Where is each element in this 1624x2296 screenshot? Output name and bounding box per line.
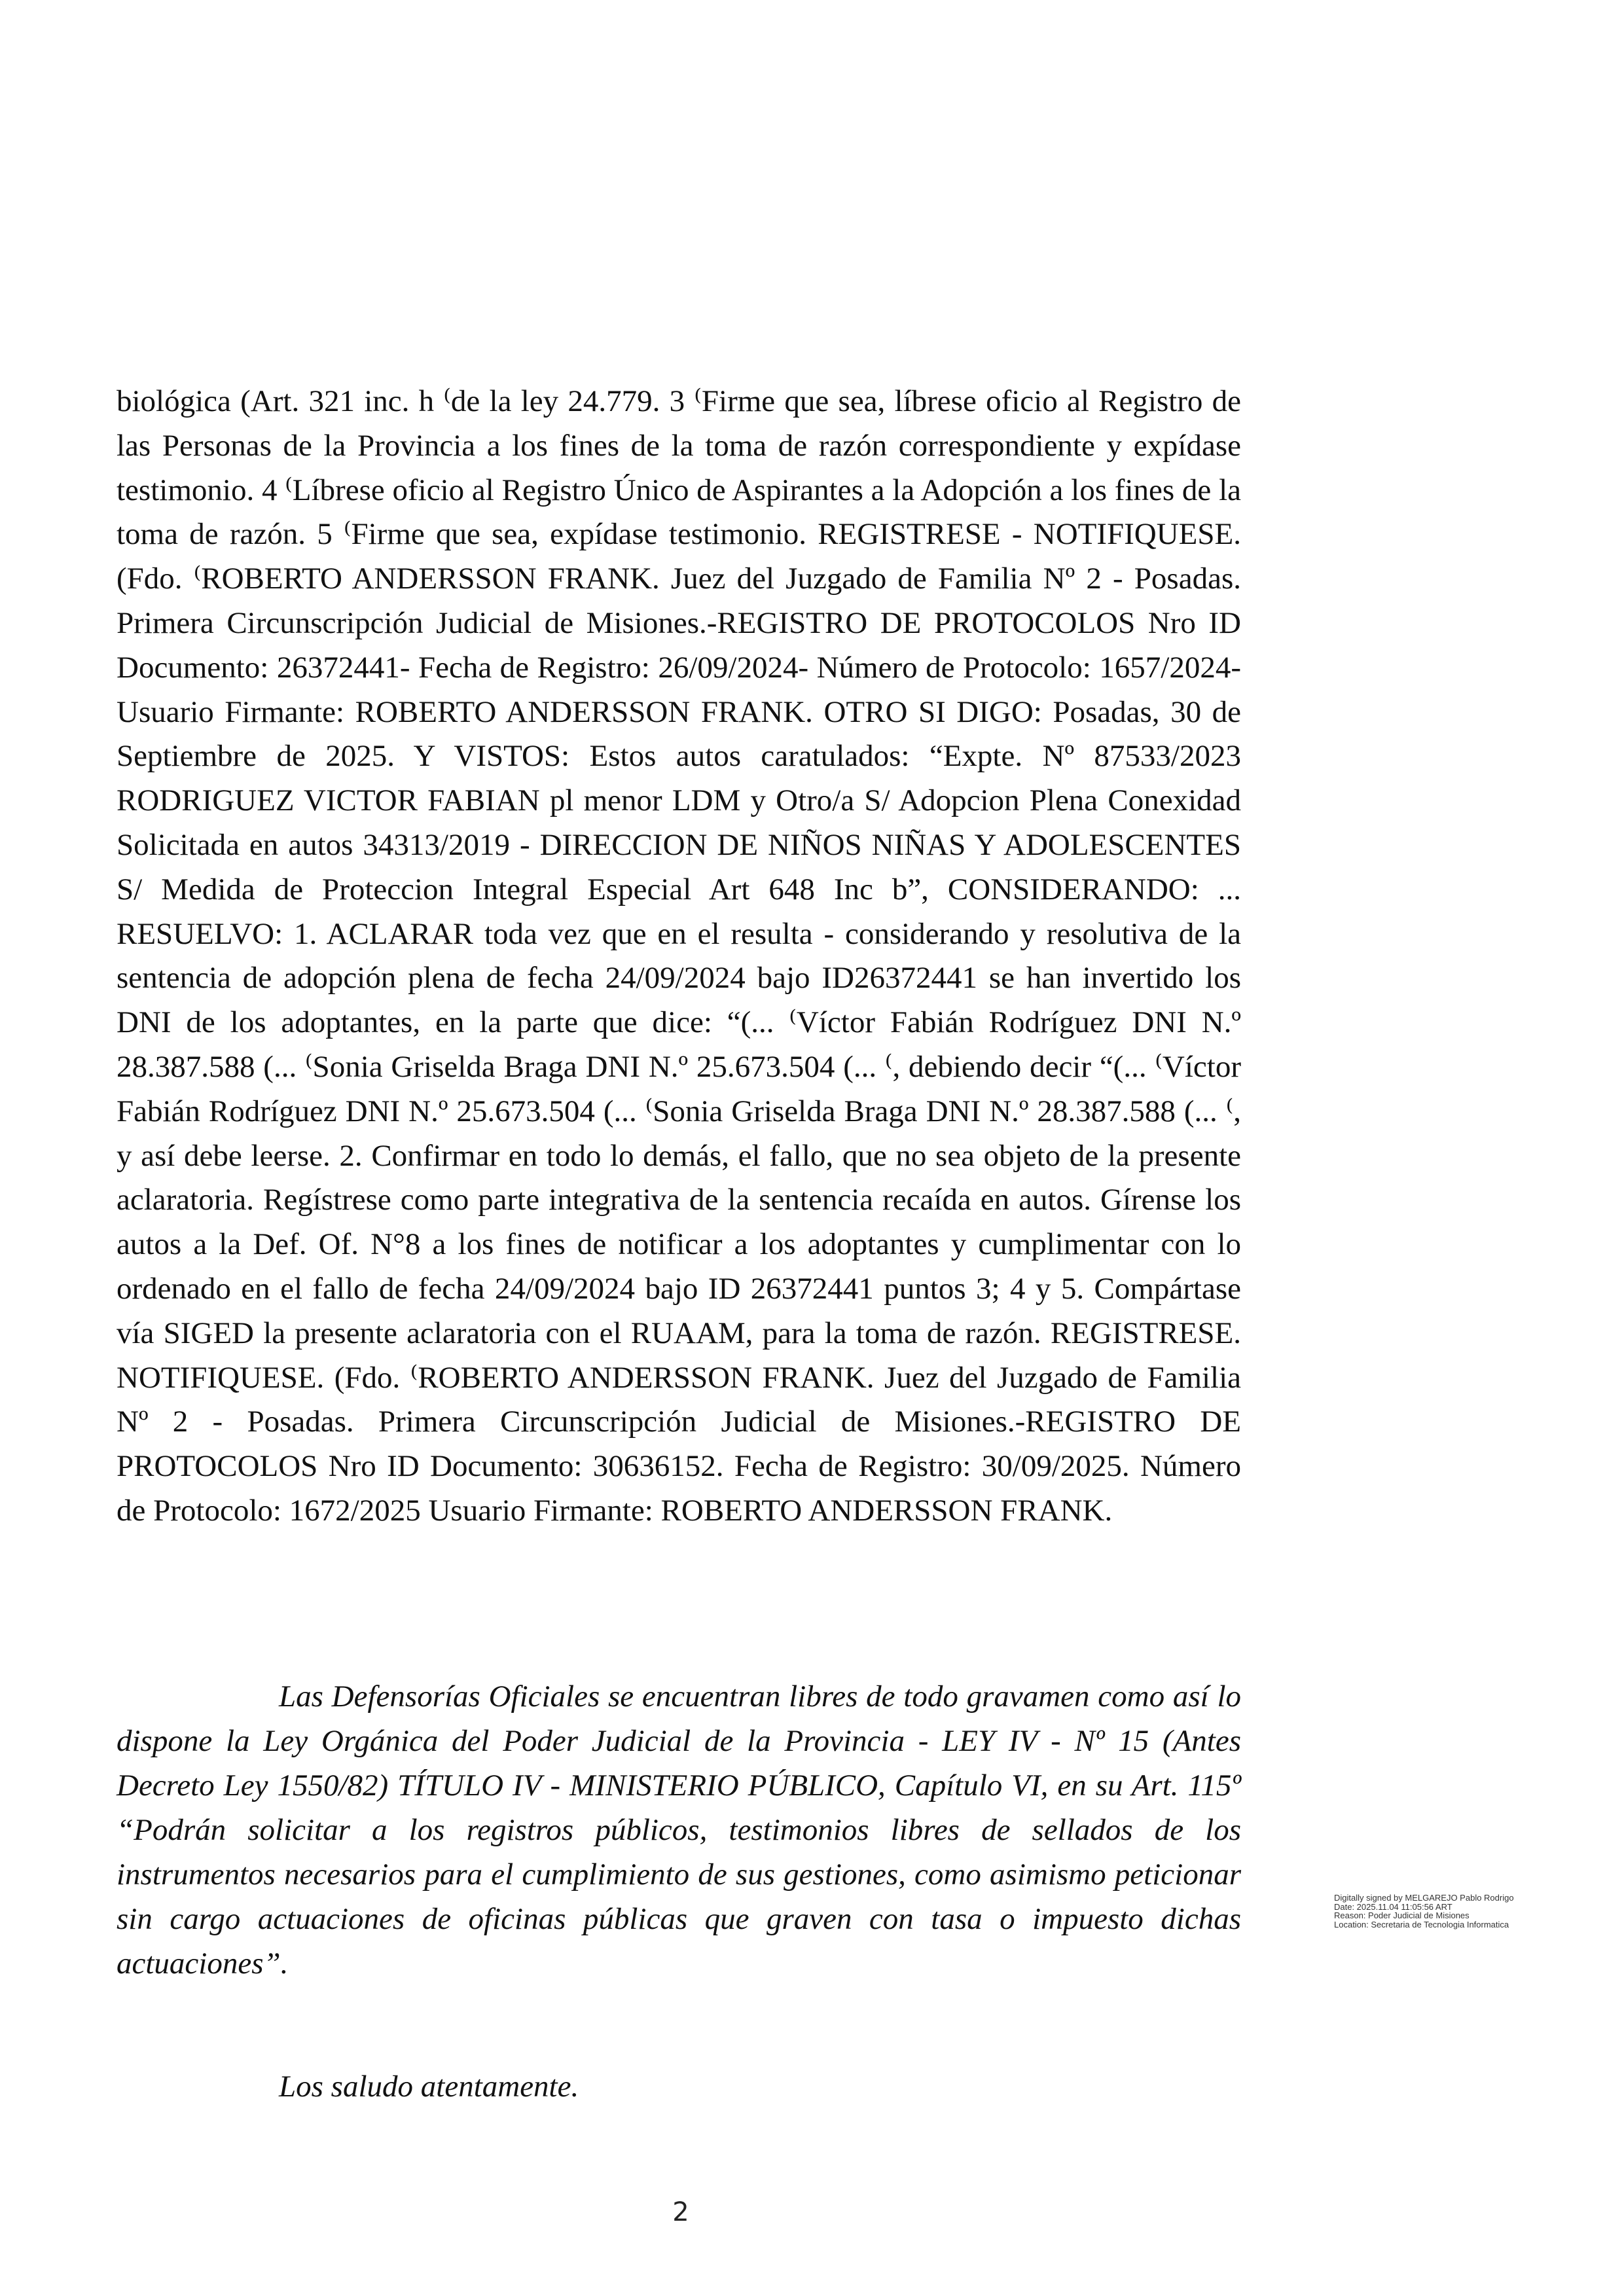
page-number: 2	[672, 2197, 689, 2227]
signature-reason: Reason: Poder Judicial de Misiones	[1334, 1910, 1470, 1920]
signature-signed-by: Digitally signed by MELGAREJO Pablo Rodrigo	[1334, 1893, 1514, 1903]
signature-location: Location: Secretaria de Tecnologia Informatica	[1334, 1919, 1509, 1929]
digital-signature-block	[1334, 1893, 1530, 1929]
closing-salutation: Los saludo atentamente.	[279, 2070, 579, 2104]
signature-date: Date: 2025.11.04 11:05:56 ART	[1334, 1901, 1453, 1912]
body-paragraph: biológica (Art. 321 inc. h ⁽de la ley 24.779. 3 ⁽Firme que sea, líbrese oficio al Registro de las Personas de la Provincia a los fines de la toma de razón correspondiente y expídase testimonio. 4 ⁽Líbrese oficio al Registro Único de Aspirantes a la Adopción a los fines de la toma de razón. 5 ⁽Firme que sea, expídase testimonio. REGISTRESE - NOTIFIQUESE. (Fdo. ⁽ROBERTO ANDERSSON FRANK. Juez del Juzgado de Familia Nº 2 - Posadas. Primera Circunscripción Judicial de Misiones.-REGISTRO DE PROTOCOLOS Nro ID Documento: 26372441- Fecha de Registro: 26/09/2024- Número de Protocolo: 1657/2024-Usuario Firmante: ROBERTO ANDERSSON FRANK. OTRO SI DIGO: Posadas, 30 de Septiembre de 2025. Y VISTOS: Estos autos caratulados: “Expte. Nº 87533/2023 RODRIGUEZ VICTOR FABIAN pl menor LDM y Otro/a S/ Adopcion Plena Conexidad Solicitada en autos 34313/2019 - DIRECCION DE NIÑOS NIÑAS Y ADOLESCENTES S/ Medida de Proteccion Integral Especial Art 648 Inc b”, CONSIDERANDO: ... RESUELVO: 1. ACLARAR toda vez que en el resulta - considerando y resolutiva de la sentencia de adopción plena de fecha 24/09/2024 bajo ID26372441 se han invertido los DNI de los adoptantes, en la parte que dice: “(... ⁽Víctor Fabián Rodríguez DNI N.º 28.387.588 (... ⁽Sonia Griselda Braga DNI N.º 25.673.504 (... ⁽, debiendo decir “(... ⁽Víctor Fabián Rodríguez DNI N.º 25.673.504 (... ⁽Sonia Griselda Braga DNI N.º 28.387.588 (... ⁽, y así debe leerse. 2. Confirmar en todo lo demás, el fallo, que no sea objeto de la presente aclaratoria. Regístrese como parte integrativa de la sentencia recaída en autos. Gírense los autos a la Def. Of. N°8 a los fines de notificar a los adoptantes y cumplimentar con lo ordenado en el fallo de fecha 24/09/2024 bajo ID 26372441 puntos 3; 4 y 5. Compártase vía SIGED la presente aclaratoria con el RUAAM, para la toma de razón. REGISTRESE. NOTIFIQUESE. (Fdo. ⁽ROBERTO ANDERSSON FRANK. Juez del Juzgado de Familia Nº 2 - Posadas. Primera Circunscripción Judicial de Misiones.-REGISTRO DE PROTOCOLOS Nro ID Documento: 30636152. Fecha de Registro: 30/09/2025. Número de Protocolo: 1672/2025 Usuario Firmante: ROBERTO ANDERSSON FRANK.	[117, 384, 1241, 1528]
tax-exemption-note: Las Defensorías Oficiales se encuentran libres de todo gravamen como así lo dispone la Ley Orgánica del Poder Judicial de la Provincia - LEY IV - Nº 15 (Antes Decreto Ley 1550/82) TÍTULO IV - MINISTERIO PÚBLICO, Capítulo VI, en su Art. 115º “Podrán solicitar a los registros públicos, testimonios libres de sellados de los instrumentos necesarios para el cumplimiento de sus gestiones, como asimismo peticionar sin cargo actuaciones de oficinas públicas que graven con tasa o impuesto dichas actuaciones”.	[117, 1679, 1241, 1981]
